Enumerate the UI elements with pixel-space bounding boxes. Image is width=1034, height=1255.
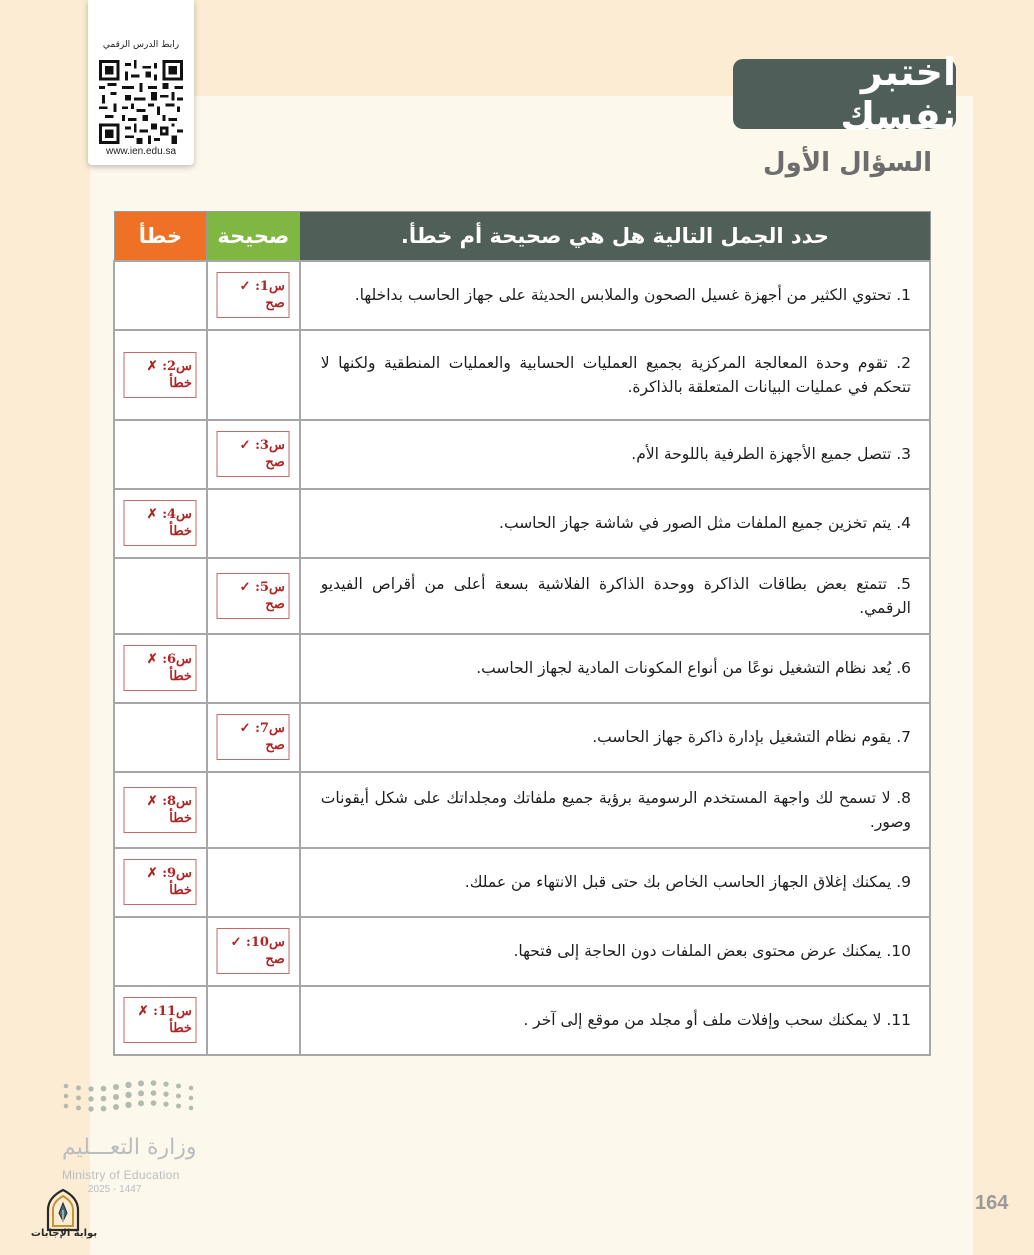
statement-text: 1. تحتوي الكثير من أجهزة غسيل الصحون والملابس الحديثة على جهاز الحاسب بداخلها. (300, 261, 930, 330)
false-cell[interactable] (114, 848, 207, 917)
statement-text: 10. يمكنك عرض محتوى بعض الملفات دون الحاجة إلى فتحها. (300, 917, 930, 986)
qr-url[interactable]: www.ien.edu.sa (105, 146, 177, 157)
header-statement: حدد الجمل التالية هل هي صحيحة أم خطأ. (300, 212, 930, 261)
table-header-row (114, 212, 930, 261)
false-cell[interactable] (114, 703, 207, 772)
true-cell[interactable] (207, 558, 300, 634)
answer-stamp: س11: ✗ خطأ (124, 997, 197, 1043)
answer-stamp: س5: ✓ صح (217, 573, 290, 619)
header-false: خطأ (114, 212, 207, 261)
answer-stamp: س7: ✓ صح (217, 714, 290, 760)
true-cell[interactable] (207, 703, 300, 772)
true-cell[interactable] (207, 772, 300, 848)
true-cell[interactable] (207, 489, 300, 558)
true-cell[interactable] (207, 330, 300, 420)
false-cell[interactable] (114, 634, 207, 703)
answer-stamp: س6: ✗ خطأ (124, 645, 197, 691)
table-row (114, 420, 930, 489)
table-row (114, 489, 930, 558)
answer-stamp: س10: ✓ صح (217, 928, 290, 974)
table-row (114, 917, 930, 986)
answer-stamp: س3: ✓ صح (217, 431, 290, 477)
true-false-table (113, 211, 931, 1056)
answer-stamp: س9: ✗ خطأ (124, 859, 197, 905)
answer-stamp: س4: ✗ خطأ (124, 500, 197, 546)
true-cell[interactable] (207, 420, 300, 489)
qr-card[interactable] (88, 0, 194, 165)
page-number: 164 (975, 1192, 1009, 1214)
statement-text: 11. لا يمكنك سحب وإفلات ملف أو مجلد من موقع إلى آخر . (300, 986, 930, 1055)
answer-stamp: س1: ✓ صح (217, 272, 290, 318)
ministry-english-name: Ministry of Education (62, 1168, 180, 1182)
page-title: اختبر نفسك (733, 59, 956, 129)
statement-text: 3. تتصل جميع الأجهزة الطرفية باللوحة الأم. (300, 420, 930, 489)
true-cell[interactable] (207, 917, 300, 986)
table-row (114, 848, 930, 917)
table-row (114, 986, 930, 1055)
ministry-year: 2025 - 1447 (88, 1184, 142, 1195)
true-cell[interactable] (207, 848, 300, 917)
statement-text: 2. تقوم وحدة المعالجة المركزية بجميع العمليات الحسابية والعمليات المنطقية ولكنها لا تتحكم في عمليات البيانات المتعلقة بالذاكرة. (300, 330, 930, 420)
qr-code-icon[interactable] (98, 60, 184, 144)
statement-text: 5. تتمتع بعض بطاقات الذاكرة ووحدة الذاكرة الفلاشية بسعة أعلى من أقراص الفيديو الرقمي. (300, 558, 930, 634)
answer-stamp: س2: ✗ خطأ (124, 352, 197, 398)
false-cell[interactable] (114, 986, 207, 1055)
false-cell[interactable] (114, 489, 207, 558)
statement-text: 6. يُعد نظام التشغيل نوعًا من أنواع المكونات المادية لجهاز الحاسب. (300, 634, 930, 703)
qr-label: رابط الدرس الرقمي (102, 40, 180, 50)
false-cell[interactable] (114, 261, 207, 330)
true-cell[interactable] (207, 261, 300, 330)
ministry-arabic-name: وزارة التعـــليم (62, 1135, 197, 1160)
table-row (114, 330, 930, 420)
true-cell[interactable] (207, 986, 300, 1055)
table-row (114, 634, 930, 703)
answer-stamp: س8: ✗ خطأ (124, 787, 197, 833)
statement-text: 7. يقوم نظام التشغيل بإدارة ذاكرة جهاز الحاسب. (300, 703, 930, 772)
false-cell[interactable] (114, 772, 207, 848)
statement-text: 9. يمكنك إغلاق الجهاز الحاسب الخاص بك حتى قبل الانتهاء من عملك. (300, 848, 930, 917)
header-true: صحيحة (207, 212, 300, 261)
false-cell[interactable] (114, 558, 207, 634)
false-cell[interactable] (114, 917, 207, 986)
answers-portal-label[interactable]: بوابة الإجابات (30, 1228, 98, 1239)
table-body (114, 261, 930, 1055)
true-cell[interactable] (207, 634, 300, 703)
false-cell[interactable] (114, 420, 207, 489)
question-heading: السؤال الأول (763, 148, 932, 178)
table-row (114, 261, 930, 330)
table-row (114, 703, 930, 772)
table-row (114, 772, 930, 848)
statement-text: 4. يتم تخزين جميع الملفات مثل الصور في شاشة جهاز الحاسب. (300, 489, 930, 558)
answers-portal-icon[interactable] (40, 1188, 86, 1232)
false-cell[interactable] (114, 330, 207, 420)
table-row (114, 558, 930, 634)
statement-text: 8. لا تسمح لك واجهة المستخدم الرسومية برؤية جميع ملفاتك ومجلداتك على شكل أيقونات وصور. (300, 772, 930, 848)
